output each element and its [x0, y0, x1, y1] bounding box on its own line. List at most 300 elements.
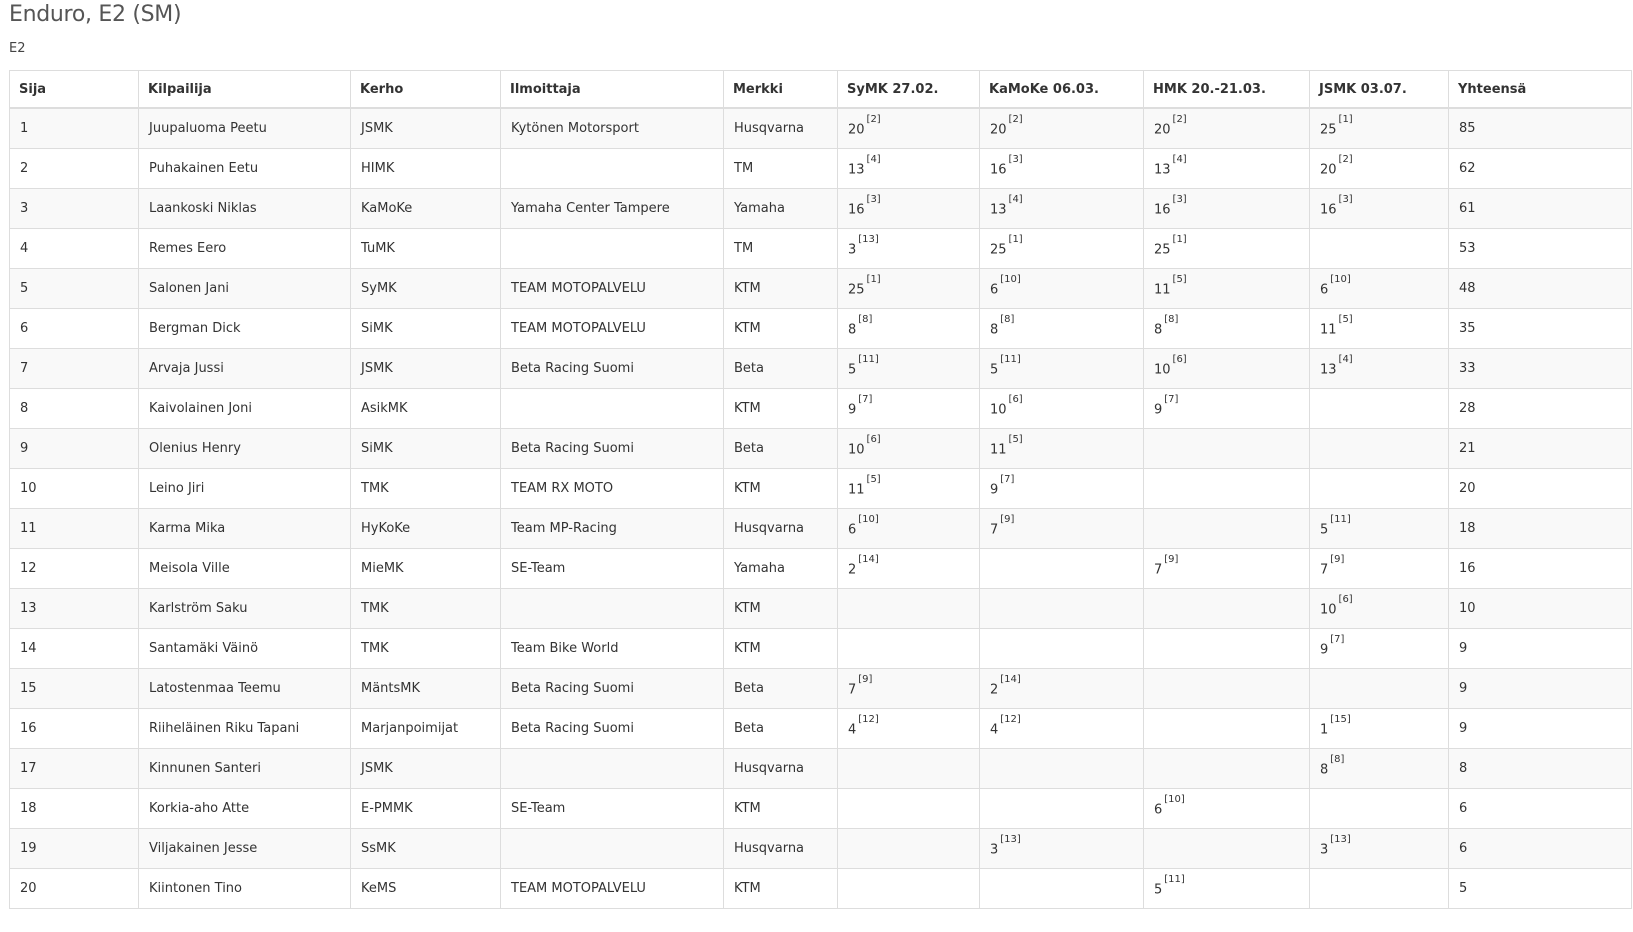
- race-placement: [10]: [1164, 793, 1185, 805]
- race-result-cell: [980, 389, 1144, 429]
- column-header-kerho[interactable]: Kerho: [351, 71, 501, 109]
- brand-cell: Yamaha: [724, 189, 838, 229]
- rider-name-cell: Remes Eero: [139, 229, 351, 269]
- race-points: 13: [848, 162, 865, 178]
- race-placement: [2]: [1338, 153, 1353, 165]
- total-points-cell: 18: [1449, 509, 1632, 549]
- race-placement: [14]: [858, 553, 879, 565]
- brand-cell: Husqvarna: [724, 749, 838, 789]
- race-result-cell: [838, 829, 980, 869]
- race-result-cell: [838, 229, 980, 269]
- race-result-cell: [1144, 429, 1310, 469]
- race-result-cell: [1310, 229, 1449, 269]
- race-placement: [4]: [1172, 153, 1187, 165]
- race-result-cell: [980, 789, 1144, 829]
- race-result-cell: [1144, 829, 1310, 869]
- table-header-row: [10, 71, 1632, 109]
- club-cell: JSMK: [351, 108, 501, 149]
- club-cell: Marjanpoimijat: [351, 709, 501, 749]
- position-cell: 3: [10, 189, 139, 229]
- total-points-cell: 6: [1449, 789, 1632, 829]
- position-cell: 5: [10, 269, 139, 309]
- table-row: [10, 589, 1632, 629]
- club-cell: JSMK: [351, 749, 501, 789]
- column-header-race-3[interactable]: HMK 20.-21.03.: [1144, 71, 1310, 109]
- table-row: [10, 429, 1632, 469]
- race-result-cell: [838, 549, 980, 589]
- column-header-race-1[interactable]: SyMK 27.02.: [838, 71, 980, 109]
- race-points: 6: [848, 522, 857, 538]
- position-cell: 14: [10, 629, 139, 669]
- brand-cell: TM: [724, 229, 838, 269]
- race-placement: [5]: [866, 473, 881, 485]
- club-cell: TMK: [351, 629, 501, 669]
- position-cell: 20: [10, 869, 139, 909]
- race-placement: [5]: [1172, 273, 1187, 285]
- rider-name-cell: Olenius Henry: [139, 429, 351, 469]
- club-cell: JSMK: [351, 349, 501, 389]
- table-row: [10, 269, 1632, 309]
- rider-name-cell: Juupaluoma Peetu: [139, 108, 351, 149]
- race-placement: [4]: [866, 153, 881, 165]
- race-result-cell: [838, 469, 980, 509]
- table-row: [10, 629, 1632, 669]
- brand-cell: KTM: [724, 309, 838, 349]
- entrant-cell: Team MP-Racing: [501, 509, 724, 549]
- column-header-race-4[interactable]: JSMK 03.07.: [1310, 71, 1449, 109]
- race-points: 4: [990, 722, 999, 738]
- race-result-cell: [1310, 789, 1449, 829]
- race-points: 8: [990, 322, 999, 338]
- race-result-cell: [980, 189, 1144, 229]
- brand-cell: KTM: [724, 869, 838, 909]
- entrant-cell: Yamaha Center Tampere: [501, 189, 724, 229]
- race-result-cell: [1310, 869, 1449, 909]
- race-placement: [2]: [866, 113, 881, 125]
- race-placement: [8]: [1000, 313, 1015, 325]
- position-cell: 10: [10, 469, 139, 509]
- race-placement: [6]: [866, 433, 881, 445]
- table-row: [10, 108, 1632, 149]
- race-result-cell: [1144, 749, 1310, 789]
- brand-cell: Husqvarna: [724, 509, 838, 549]
- entrant-cell: TEAM MOTOPALVELU: [501, 269, 724, 309]
- total-points-cell: 9: [1449, 629, 1632, 669]
- race-points: 11: [1320, 322, 1337, 338]
- race-points: 13: [990, 202, 1007, 218]
- race-points: 4: [848, 722, 857, 738]
- table-row: [10, 829, 1632, 869]
- race-placement: [11]: [1164, 873, 1185, 885]
- race-result-cell: [1310, 269, 1449, 309]
- entrant-cell: [501, 389, 724, 429]
- race-result-cell: [980, 549, 1144, 589]
- race-points: 5: [1320, 522, 1329, 538]
- race-result-cell: [838, 349, 980, 389]
- race-points: 20: [1154, 122, 1171, 138]
- class-subtitle: E2: [9, 41, 26, 56]
- table-row: [10, 869, 1632, 909]
- total-points-cell: 85: [1449, 108, 1632, 149]
- position-cell: 4: [10, 229, 139, 269]
- race-placement: [3]: [866, 193, 881, 205]
- race-points: 2: [990, 682, 999, 698]
- total-points-cell: 6: [1449, 829, 1632, 869]
- race-result-cell: [980, 509, 1144, 549]
- brand-cell: KTM: [724, 589, 838, 629]
- race-result-cell: [1310, 709, 1449, 749]
- race-points: 6: [1154, 802, 1163, 818]
- rider-name-cell: Arvaja Jussi: [139, 349, 351, 389]
- race-placement: [5]: [1008, 433, 1023, 445]
- race-placement: [11]: [1330, 513, 1351, 525]
- column-header-kilpailija[interactable]: Kilpailija: [139, 71, 351, 109]
- entrant-cell: Kytönen Motorsport: [501, 108, 724, 149]
- total-points-cell: 9: [1449, 669, 1632, 709]
- column-header-merkki[interactable]: Merkki: [724, 71, 838, 109]
- race-result-cell: [1310, 589, 1449, 629]
- total-points-cell: 16: [1449, 549, 1632, 589]
- race-points: 6: [990, 282, 999, 298]
- total-points-cell: 62: [1449, 149, 1632, 189]
- column-header-race-2[interactable]: KaMoKe 06.03.: [980, 71, 1144, 109]
- rider-name-cell: Viljakainen Jesse: [139, 829, 351, 869]
- rider-name-cell: Leino Jiri: [139, 469, 351, 509]
- rider-name-cell: Korkia-aho Atte: [139, 789, 351, 829]
- race-placement: [13]: [1330, 833, 1351, 845]
- race-placement: [12]: [858, 713, 879, 725]
- race-result-cell: [1144, 229, 1310, 269]
- brand-cell: KTM: [724, 629, 838, 669]
- race-result-cell: [838, 389, 980, 429]
- brand-cell: KTM: [724, 789, 838, 829]
- race-placement: [5]: [1338, 313, 1353, 325]
- race-result-cell: [1144, 108, 1310, 149]
- position-cell: 8: [10, 389, 139, 429]
- club-cell: HyKoKe: [351, 509, 501, 549]
- column-header-ilmoittaja[interactable]: Ilmoittaja: [501, 71, 724, 109]
- club-cell: SiMK: [351, 429, 501, 469]
- total-points-cell: 53: [1449, 229, 1632, 269]
- race-points: 2: [848, 562, 857, 578]
- club-cell: E-PMMK: [351, 789, 501, 829]
- race-points: 8: [848, 322, 857, 338]
- total-points-cell: 5: [1449, 869, 1632, 909]
- race-points: 11: [1154, 282, 1171, 298]
- race-points: 7: [990, 522, 999, 538]
- race-points: 1: [1320, 722, 1329, 738]
- race-placement: [2]: [1008, 113, 1023, 125]
- race-points: 11: [990, 442, 1007, 458]
- race-placement: [15]: [1330, 713, 1351, 725]
- race-points: 7: [1320, 562, 1329, 578]
- race-result-cell: [980, 309, 1144, 349]
- race-result-cell: [838, 509, 980, 549]
- position-cell: 12: [10, 549, 139, 589]
- race-placement: [10]: [1000, 273, 1021, 285]
- race-result-cell: [838, 629, 980, 669]
- rider-name-cell: Puhakainen Eetu: [139, 149, 351, 189]
- brand-cell: KTM: [724, 389, 838, 429]
- race-placement: [1]: [1172, 233, 1187, 245]
- race-placement: [8]: [858, 313, 873, 325]
- race-placement: [6]: [1338, 593, 1353, 605]
- race-result-cell: [1144, 349, 1310, 389]
- brand-cell: Beta: [724, 349, 838, 389]
- race-result-cell: [1310, 309, 1449, 349]
- race-result-cell: [838, 269, 980, 309]
- brand-cell: TM: [724, 149, 838, 189]
- race-placement: [10]: [1330, 273, 1351, 285]
- standings-table: [9, 70, 1632, 909]
- race-points: 7: [1154, 562, 1163, 578]
- brand-cell: Husqvarna: [724, 108, 838, 149]
- race-placement: [4]: [1338, 353, 1353, 365]
- race-result-cell: [1310, 829, 1449, 869]
- race-placement: [9]: [1164, 553, 1179, 565]
- race-points: 16: [1320, 202, 1337, 218]
- race-result-cell: [1144, 789, 1310, 829]
- race-result-cell: [980, 108, 1144, 149]
- entrant-cell: [501, 749, 724, 789]
- race-points: 11: [848, 482, 865, 498]
- race-points: 10: [1320, 602, 1337, 618]
- race-placement: [11]: [1000, 353, 1021, 365]
- race-result-cell: [980, 469, 1144, 509]
- race-placement: [9]: [858, 673, 873, 685]
- race-placement: [6]: [1008, 393, 1023, 405]
- total-points-cell: 8: [1449, 749, 1632, 789]
- race-points: 9: [1320, 642, 1329, 658]
- race-points: 5: [848, 362, 857, 378]
- race-result-cell: [1310, 389, 1449, 429]
- race-points: 20: [990, 122, 1007, 138]
- race-result-cell: [980, 629, 1144, 669]
- table-row: [10, 149, 1632, 189]
- table-row: [10, 709, 1632, 749]
- entrant-cell: Beta Racing Suomi: [501, 669, 724, 709]
- race-result-cell: [838, 189, 980, 229]
- race-placement: [4]: [1008, 193, 1023, 205]
- race-placement: [9]: [1000, 513, 1015, 525]
- race-points: 10: [848, 442, 865, 458]
- position-cell: 11: [10, 509, 139, 549]
- entrant-cell: [501, 229, 724, 269]
- brand-cell: Yamaha: [724, 549, 838, 589]
- race-result-cell: [980, 269, 1144, 309]
- race-result-cell: [1144, 469, 1310, 509]
- race-placement: [6]: [1172, 353, 1187, 365]
- club-cell: TuMK: [351, 229, 501, 269]
- entrant-cell: SE-Team: [501, 789, 724, 829]
- race-points: 16: [848, 202, 865, 218]
- race-points: 3: [990, 842, 999, 858]
- race-points: 9: [1154, 402, 1163, 418]
- race-result-cell: [1310, 749, 1449, 789]
- table-row: [10, 469, 1632, 509]
- race-result-cell: [1144, 149, 1310, 189]
- total-points-cell: 48: [1449, 269, 1632, 309]
- rider-name-cell: Karlström Saku: [139, 589, 351, 629]
- table-row: [10, 509, 1632, 549]
- race-placement: [8]: [1164, 313, 1179, 325]
- brand-cell: KTM: [724, 269, 838, 309]
- entrant-cell: [501, 149, 724, 189]
- table-row: [10, 389, 1632, 429]
- club-cell: TMK: [351, 469, 501, 509]
- club-cell: KeMS: [351, 869, 501, 909]
- table-row: [10, 309, 1632, 349]
- position-cell: 9: [10, 429, 139, 469]
- race-result-cell: [838, 709, 980, 749]
- total-points-cell: 33: [1449, 349, 1632, 389]
- position-cell: 7: [10, 349, 139, 389]
- entrant-cell: Beta Racing Suomi: [501, 429, 724, 469]
- race-result-cell: [980, 709, 1144, 749]
- race-result-cell: [1144, 709, 1310, 749]
- club-cell: MieMK: [351, 549, 501, 589]
- race-placement: [1]: [1008, 233, 1023, 245]
- club-cell: AsikMK: [351, 389, 501, 429]
- race-result-cell: [1310, 349, 1449, 389]
- race-result-cell: [838, 589, 980, 629]
- race-points: 5: [990, 362, 999, 378]
- entrant-cell: [501, 589, 724, 629]
- page-title: Enduro, E2 (SM): [9, 2, 182, 27]
- race-points: 20: [848, 122, 865, 138]
- club-cell: TMK: [351, 589, 501, 629]
- table-row: [10, 349, 1632, 389]
- race-result-cell: [1310, 669, 1449, 709]
- column-header-sija[interactable]: Sija: [10, 71, 139, 109]
- race-result-cell: [1310, 108, 1449, 149]
- race-result-cell: [1310, 429, 1449, 469]
- race-result-cell: [1144, 589, 1310, 629]
- race-result-cell: [980, 149, 1144, 189]
- rider-name-cell: Kaivolainen Joni: [139, 389, 351, 429]
- entrant-cell: Team Bike World: [501, 629, 724, 669]
- race-result-cell: [838, 669, 980, 709]
- race-placement: [1]: [1338, 113, 1353, 125]
- race-points: 7: [848, 682, 857, 698]
- rider-name-cell: Karma Mika: [139, 509, 351, 549]
- brand-cell: Beta: [724, 429, 838, 469]
- race-placement: [3]: [1338, 193, 1353, 205]
- total-points-cell: 21: [1449, 429, 1632, 469]
- entrant-cell: TEAM MOTOPALVELU: [501, 309, 724, 349]
- position-cell: 15: [10, 669, 139, 709]
- race-points: 8: [1320, 762, 1329, 778]
- entrant-cell: TEAM MOTOPALVELU: [501, 869, 724, 909]
- race-result-cell: [1310, 549, 1449, 589]
- rider-name-cell: Riiheläinen Riku Tapani: [139, 709, 351, 749]
- race-placement: [12]: [1000, 713, 1021, 725]
- race-points: 25: [990, 242, 1007, 258]
- race-result-cell: [838, 108, 980, 149]
- club-cell: SsMK: [351, 829, 501, 869]
- race-result-cell: [980, 749, 1144, 789]
- entrant-cell: Beta Racing Suomi: [501, 349, 724, 389]
- brand-cell: Beta: [724, 669, 838, 709]
- race-result-cell: [1144, 869, 1310, 909]
- race-placement: [3]: [1008, 153, 1023, 165]
- total-points-cell: 35: [1449, 309, 1632, 349]
- position-cell: 13: [10, 589, 139, 629]
- race-result-cell: [838, 869, 980, 909]
- race-points: 5: [1154, 882, 1163, 898]
- race-placement: [7]: [858, 393, 873, 405]
- table-row: [10, 749, 1632, 789]
- entrant-cell: TEAM RX MOTO: [501, 469, 724, 509]
- position-cell: 19: [10, 829, 139, 869]
- race-result-cell: [980, 869, 1144, 909]
- total-points-cell: 20: [1449, 469, 1632, 509]
- column-header-total[interactable]: Yhteensä: [1449, 71, 1632, 109]
- race-points: 10: [1154, 362, 1171, 378]
- race-placement: [8]: [1330, 753, 1345, 765]
- race-points: 9: [848, 402, 857, 418]
- club-cell: MäntsMK: [351, 669, 501, 709]
- race-result-cell: [1144, 549, 1310, 589]
- race-points: 3: [1320, 842, 1329, 858]
- race-points: 9: [990, 482, 999, 498]
- race-points: 16: [1154, 202, 1171, 218]
- race-placement: [7]: [1000, 473, 1015, 485]
- race-placement: [7]: [1164, 393, 1179, 405]
- race-result-cell: [1144, 269, 1310, 309]
- position-cell: 18: [10, 789, 139, 829]
- standings-body: [10, 108, 1632, 909]
- race-result-cell: [980, 669, 1144, 709]
- race-result-cell: [980, 349, 1144, 389]
- position-cell: 17: [10, 749, 139, 789]
- race-result-cell: [1310, 189, 1449, 229]
- table-row: [10, 229, 1632, 269]
- race-result-cell: [838, 789, 980, 829]
- rider-name-cell: Meisola Ville: [139, 549, 351, 589]
- race-result-cell: [1144, 669, 1310, 709]
- rider-name-cell: Kinnunen Santeri: [139, 749, 351, 789]
- race-placement: [2]: [1172, 113, 1187, 125]
- club-cell: KaMoKe: [351, 189, 501, 229]
- brand-cell: Beta: [724, 709, 838, 749]
- race-placement: [1]: [866, 273, 881, 285]
- race-result-cell: [1310, 469, 1449, 509]
- race-result-cell: [838, 149, 980, 189]
- rider-name-cell: Bergman Dick: [139, 309, 351, 349]
- race-points: 8: [1154, 322, 1163, 338]
- race-points: 16: [990, 162, 1007, 178]
- table-row: [10, 789, 1632, 829]
- race-result-cell: [1144, 629, 1310, 669]
- race-points: 25: [1320, 122, 1337, 138]
- race-placement: [3]: [1172, 193, 1187, 205]
- rider-name-cell: Salonen Jani: [139, 269, 351, 309]
- race-result-cell: [1144, 389, 1310, 429]
- rider-name-cell: Latostenmaa Teemu: [139, 669, 351, 709]
- total-points-cell: 28: [1449, 389, 1632, 429]
- race-points: 25: [1154, 242, 1171, 258]
- brand-cell: KTM: [724, 469, 838, 509]
- club-cell: SiMK: [351, 309, 501, 349]
- race-result-cell: [1310, 509, 1449, 549]
- total-points-cell: 61: [1449, 189, 1632, 229]
- race-placement: [14]: [1000, 673, 1021, 685]
- race-points: 20: [1320, 162, 1337, 178]
- rider-name-cell: Santamäki Väinö: [139, 629, 351, 669]
- position-cell: 1: [10, 108, 139, 149]
- race-placement: [13]: [858, 233, 879, 245]
